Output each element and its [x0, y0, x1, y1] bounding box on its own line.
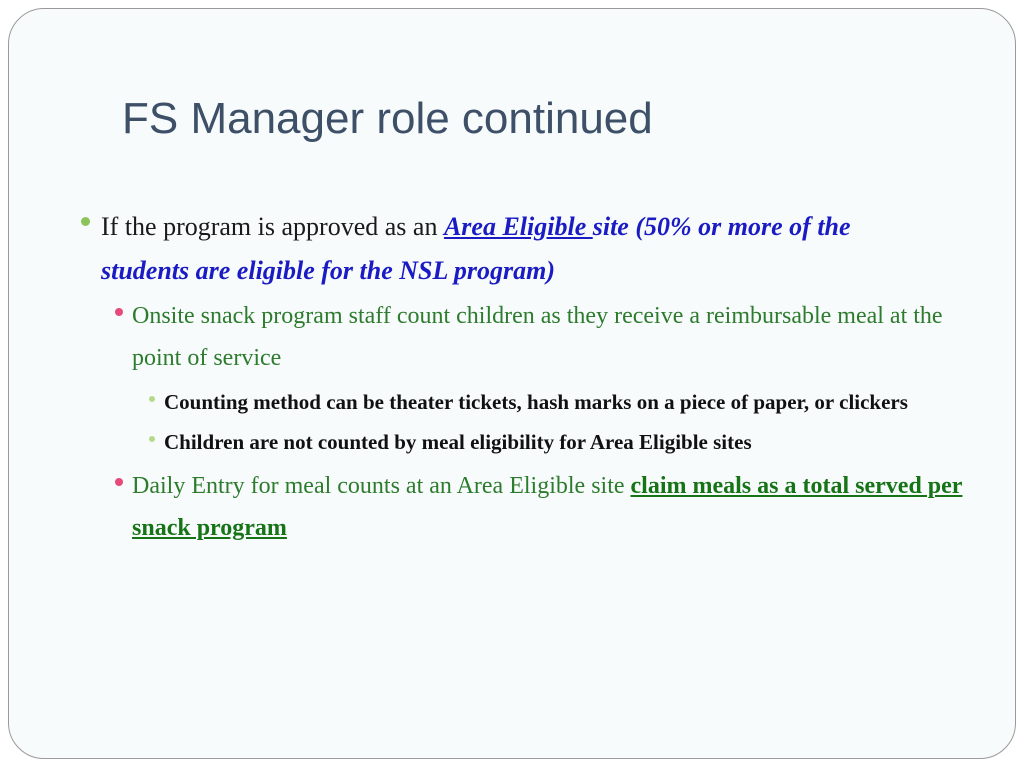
bullet-dot-icon: [149, 436, 155, 442]
bullet-text: Children are not counted by meal eligibility for Area Eligible sites: [164, 430, 752, 454]
bullet-text: Counting method can be theater tickets, hash marks on a piece of paper, or clickers: [164, 390, 908, 414]
bullet-onsite-count: [132, 295, 982, 379]
bullet-dot-icon: [115, 308, 123, 316]
area-eligible-link[interactable]: Area Eligible: [443, 212, 593, 241]
bullet-dot-icon: [149, 396, 155, 402]
bullet-text: Onsite snack program staff count children as they receive a reimbursable meal at the point of service: [132, 303, 943, 371]
slide-title: FS Manager role continued: [122, 94, 653, 143]
area-eligible-definition: site (50% or more of the students are eligible for the NSL program): [101, 212, 851, 285]
claim-meals-emphasis: claim meals as a total served per snack program: [132, 473, 963, 541]
bullet-not-counted: [164, 425, 984, 459]
slide: [8, 8, 1016, 759]
bullet-text: If the program is approved as an: [101, 212, 444, 241]
bullet-area-eligible: [101, 205, 941, 293]
bullet-daily-entry: [132, 465, 982, 549]
bullet-text: Daily Entry for meal counts at an Area Eligible site: [132, 473, 631, 499]
bullet-dot-icon: [115, 478, 123, 486]
bullet-dot-icon: [81, 217, 90, 226]
bullet-counting-method: [164, 385, 984, 419]
slide-content: [9, 205, 1017, 549]
